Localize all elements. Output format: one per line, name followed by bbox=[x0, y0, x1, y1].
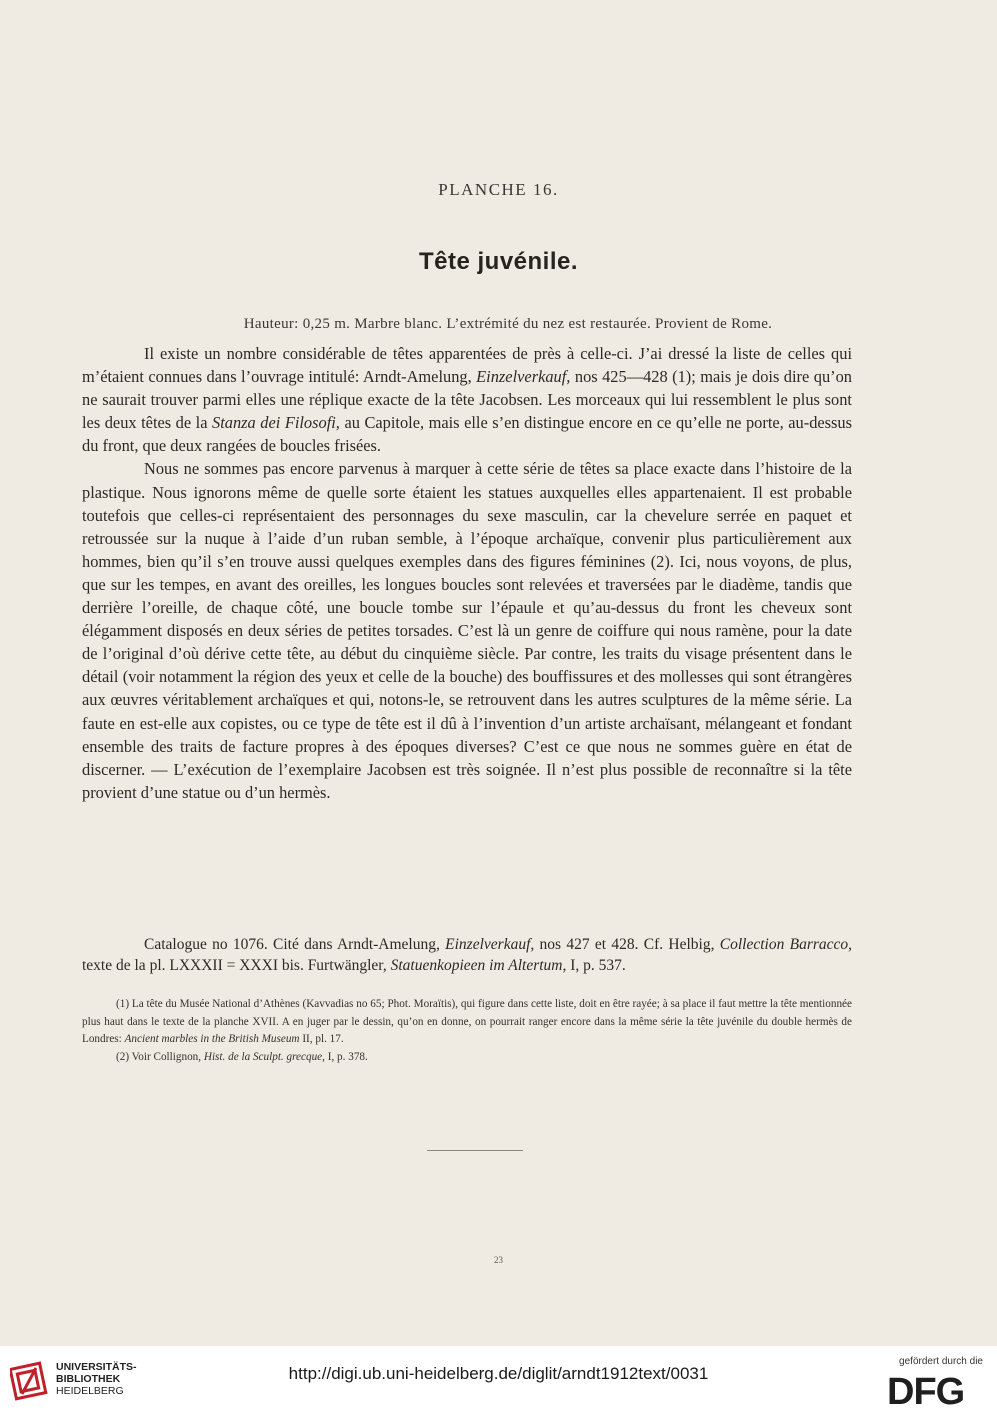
page-number: 23 bbox=[494, 1255, 503, 1265]
object-metadata: Hauteur: 0,25 m. Marbre blanc. L’extrémité du nez est restaurée. Provient de Rome. bbox=[243, 316, 773, 332]
footnote-2: (2) Voir Collignon, Hist. de la Sculpt. grecque, I, p. 378. bbox=[116, 1050, 368, 1063]
catalogue-reference: Catalogue no 1076. Cité dans Arndt-Amelung, Einzelverkauf, nos 427 et 428. Cf. Helbig, Collection Barracco, texte de la pl. LXXXII = XXXI bis. Furtwängler, Statuenkopieen im Altertum, I, p. 537. bbox=[82, 936, 853, 974]
footnote-1: (1) La tête du Musée National d’Athènes (Kavvadias no 65; Phot. Moraïtis), qui figure dans cette liste, doit en être rayée; à sa place il faut mettre la tête mentionnée plus haut dans le texte de la planche XVII. A en juger par le dessin, qu’on en donne, on pourrait ranger encore dans la même série la tête juvénile du double hermès de Londres: Ancient marbles in the British Museum II, pl. 17. bbox=[82, 998, 852, 1045]
svg-text:DFG: DFG bbox=[887, 1372, 965, 1408]
section-divider bbox=[427, 1150, 523, 1151]
footnotes bbox=[82, 996, 852, 1066]
dfg-logo-icon[interactable] bbox=[887, 1372, 983, 1408]
viewer-footer bbox=[0, 1346, 997, 1418]
plate-heading: PLANCHE 16. bbox=[438, 180, 559, 199]
permalink-url[interactable]: http://digi.ub.uni-heidelberg.de/diglit/arndt1912text/0031 bbox=[288, 1364, 709, 1383]
paragraph-1: Il existe un nombre considérable de têtes apparentées de près à celle-ci. J’ai dressé la liste de celles qui m’étaient connues dans l’ouvrage intitulé: Arndt-Amelung, Einzelverkauf, nos 425—428 (1); mais je dois dire qu’on ne saurait trouver parmi elles une réplique exacte de la tête Jacobsen. Les morceaux qui lui ressemblent le plus sont les deux têtes de la Stanza dei Filosofi, au Capitole, mais elle s’en distingue encore en ce qu’elle ne porte, au-dessus du front, que deux rangées de boucles frisées. bbox=[82, 344, 853, 456]
paragraph-2: Nous ne sommes pas encore parvenus à marquer à cette série de têtes sa place exacte dans l’histoire de la plastique. Nous ignorons même de quelle sorte étaient les statues auxquelles elles appartenaient. Il est probable toutefois que celles-ci représentaient des personnages du sexe masculin, car la chevelure serrée en paquet et retroussée sur la nuque à l’aide d’un ruban semble, à l’époque archaïque, convenir plus particulièrement aux hommes, bien qu’il s’en trouve aussi quelques exemples dans des figures féminines (2). Ici, nous voyons, de plus, que sur les tempes, en avant des oreilles, les longues boucles sont relevées et traversées par le diadème, tandis que derrière l’oreille, de chaque côté, une boucle tombe sur l’épaule et qu’au-dessus du front les cheveux sont élégamment disposés en deux séries de petites torsades. C’est là un genre de coiffure qui nous ramène, pour la date de l’original d’où dérive cette tête, au début du cinquième siècle. Par contre, les traits du visage présentent dans le détail (voir notamment la région des yeux et celle de la bouche) des bouffissures et des mollesses qui sont étrangères aux œuvres véritablement archaïques et qui, notons-le, se retrouvent dans les autres sculptures de la même série. La faute en est-elle aux copistes, ou ce type de tête est il dû à l’invention d’un artiste archaïsant, mélangeant et fondant ensemble des traits de facture propres à des époques diverses? C’est ce que nous ne sommes guère en état de discerner. — L’exécution de l’exemplaire Jacobsen est très soignée. Il n’est plus possible de reconnaître si la tête provient d’une statue ou d’un hermès. bbox=[82, 459, 852, 802]
library-name[interactable]: UNIVERSITÄTS- BIBLIOTHEK HEIDELBERG bbox=[56, 1361, 137, 1397]
page-title: Tête juvénile. bbox=[418, 248, 579, 275]
body-text bbox=[82, 342, 852, 804]
funding-note: gefördert durch die bbox=[899, 1356, 983, 1367]
